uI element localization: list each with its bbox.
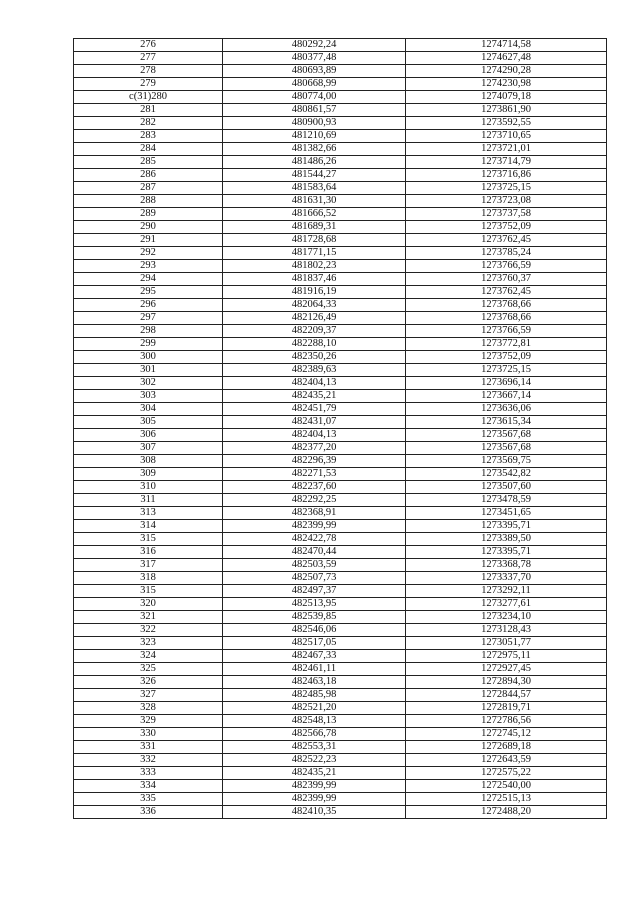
y-coordinate-cell: 1274627,48	[406, 52, 607, 65]
table-row	[74, 481, 607, 494]
point-number-cell: 282	[74, 117, 223, 130]
x-coordinate-cell: 482503,59	[223, 559, 406, 572]
table-row	[74, 559, 607, 572]
x-coordinate-cell: 482548,13	[223, 715, 406, 728]
table-row	[74, 130, 607, 143]
table-row	[74, 442, 607, 455]
point-number-cell: 314	[74, 520, 223, 533]
table-row	[74, 52, 607, 65]
x-coordinate-cell: 482485,98	[223, 689, 406, 702]
point-number-cell: 296	[74, 299, 223, 312]
x-coordinate-cell: 482399,99	[223, 780, 406, 793]
table-row	[74, 741, 607, 754]
table-row	[74, 468, 607, 481]
y-coordinate-cell: 1273737,58	[406, 208, 607, 221]
table-row	[74, 377, 607, 390]
table-row	[74, 611, 607, 624]
point-number-cell: 292	[74, 247, 223, 260]
x-coordinate-cell: 481583,64	[223, 182, 406, 195]
y-coordinate-cell: 1272745,12	[406, 728, 607, 741]
y-coordinate-cell: 1272643,59	[406, 754, 607, 767]
table-row	[74, 663, 607, 676]
y-coordinate-cell: 1273337,70	[406, 572, 607, 585]
table-row	[74, 676, 607, 689]
x-coordinate-cell: 482539,85	[223, 611, 406, 624]
y-coordinate-cell: 1273507,60	[406, 481, 607, 494]
y-coordinate-cell: 1273714,79	[406, 156, 607, 169]
table-row	[74, 494, 607, 507]
x-coordinate-cell: 482399,99	[223, 520, 406, 533]
x-coordinate-cell: 482288,10	[223, 338, 406, 351]
table-row	[74, 806, 607, 819]
point-number-cell: 298	[74, 325, 223, 338]
y-coordinate-cell: 1274290,28	[406, 65, 607, 78]
y-coordinate-cell: 1273292,11	[406, 585, 607, 598]
x-coordinate-cell: 482350,26	[223, 351, 406, 364]
point-number-cell: c(31)280	[74, 91, 223, 104]
x-coordinate-cell: 480900,93	[223, 117, 406, 130]
table-row	[74, 767, 607, 780]
table-row	[74, 585, 607, 598]
table-row	[74, 208, 607, 221]
point-number-cell: 321	[74, 611, 223, 624]
y-coordinate-cell: 1273567,68	[406, 442, 607, 455]
x-coordinate-cell: 482553,31	[223, 741, 406, 754]
table-row	[74, 156, 607, 169]
point-number-cell: 317	[74, 559, 223, 572]
table-row	[74, 312, 607, 325]
y-coordinate-cell: 1273567,68	[406, 429, 607, 442]
x-coordinate-cell: 480668,99	[223, 78, 406, 91]
coordinates-table-body	[74, 39, 607, 819]
point-number-cell: 322	[74, 624, 223, 637]
x-coordinate-cell: 481802,23	[223, 260, 406, 273]
point-number-cell: 325	[74, 663, 223, 676]
x-coordinate-cell: 482410,35	[223, 806, 406, 819]
table-row	[74, 533, 607, 546]
y-coordinate-cell: 1273592,55	[406, 117, 607, 130]
y-coordinate-cell: 1273861,90	[406, 104, 607, 117]
x-coordinate-cell: 482513,95	[223, 598, 406, 611]
y-coordinate-cell: 1273368,78	[406, 559, 607, 572]
table-row	[74, 338, 607, 351]
point-number-cell: 277	[74, 52, 223, 65]
x-coordinate-cell: 482451,79	[223, 403, 406, 416]
table-row	[74, 39, 607, 52]
x-coordinate-cell: 482209,37	[223, 325, 406, 338]
point-number-cell: 330	[74, 728, 223, 741]
y-coordinate-cell: 1273451,65	[406, 507, 607, 520]
point-number-cell: 286	[74, 169, 223, 182]
table-row	[74, 104, 607, 117]
table-row	[74, 351, 607, 364]
point-number-cell: 294	[74, 273, 223, 286]
y-coordinate-cell: 1272819,71	[406, 702, 607, 715]
x-coordinate-cell: 482399,99	[223, 793, 406, 806]
table-row	[74, 169, 607, 182]
y-coordinate-cell: 1272689,18	[406, 741, 607, 754]
table-row	[74, 390, 607, 403]
y-coordinate-cell: 1273723,08	[406, 195, 607, 208]
table-row	[74, 624, 607, 637]
y-coordinate-cell: 1273478,59	[406, 494, 607, 507]
y-coordinate-cell: 1273277,61	[406, 598, 607, 611]
table-row	[74, 689, 607, 702]
y-coordinate-cell: 1273766,59	[406, 260, 607, 273]
x-coordinate-cell: 482237,60	[223, 481, 406, 494]
y-coordinate-cell: 1273667,14	[406, 390, 607, 403]
table-row	[74, 273, 607, 286]
x-coordinate-cell: 482389,63	[223, 364, 406, 377]
x-coordinate-cell: 482431,07	[223, 416, 406, 429]
y-coordinate-cell: 1274714,58	[406, 39, 607, 52]
x-coordinate-cell: 480377,48	[223, 52, 406, 65]
point-number-cell: 335	[74, 793, 223, 806]
y-coordinate-cell: 1273716,86	[406, 169, 607, 182]
y-coordinate-cell: 1272488,20	[406, 806, 607, 819]
x-coordinate-cell: 481689,31	[223, 221, 406, 234]
x-coordinate-cell: 481771,15	[223, 247, 406, 260]
y-coordinate-cell: 1273128,43	[406, 624, 607, 637]
y-coordinate-cell: 1273542,82	[406, 468, 607, 481]
y-coordinate-cell: 1273389,50	[406, 533, 607, 546]
point-number-cell: 331	[74, 741, 223, 754]
x-coordinate-cell: 481544,27	[223, 169, 406, 182]
point-number-cell: 323	[74, 637, 223, 650]
point-number-cell: 302	[74, 377, 223, 390]
table-row	[74, 754, 607, 767]
point-number-cell: 310	[74, 481, 223, 494]
point-number-cell: 299	[74, 338, 223, 351]
table-row	[74, 637, 607, 650]
x-coordinate-cell: 482435,21	[223, 767, 406, 780]
table-row	[74, 143, 607, 156]
x-coordinate-cell: 482271,53	[223, 468, 406, 481]
coordinates-table	[73, 38, 607, 819]
point-number-cell: 281	[74, 104, 223, 117]
x-coordinate-cell: 481837,46	[223, 273, 406, 286]
point-number-cell: 327	[74, 689, 223, 702]
x-coordinate-cell: 482461,11	[223, 663, 406, 676]
table-row	[74, 507, 607, 520]
x-coordinate-cell: 481631,30	[223, 195, 406, 208]
point-number-cell: 308	[74, 455, 223, 468]
table-row	[74, 546, 607, 559]
x-coordinate-cell: 482517,05	[223, 637, 406, 650]
point-number-cell: 333	[74, 767, 223, 780]
x-coordinate-cell: 481916,19	[223, 286, 406, 299]
y-coordinate-cell: 1273234,10	[406, 611, 607, 624]
point-number-cell: 290	[74, 221, 223, 234]
point-number-cell: 332	[74, 754, 223, 767]
table-row	[74, 260, 607, 273]
y-coordinate-cell: 1273395,71	[406, 520, 607, 533]
table-row	[74, 403, 607, 416]
table-row	[74, 455, 607, 468]
y-coordinate-cell: 1273710,65	[406, 130, 607, 143]
point-number-cell: 289	[74, 208, 223, 221]
y-coordinate-cell: 1273762,45	[406, 234, 607, 247]
point-number-cell: 334	[74, 780, 223, 793]
point-number-cell: 295	[74, 286, 223, 299]
point-number-cell: 284	[74, 143, 223, 156]
table-row	[74, 247, 607, 260]
point-number-cell: 328	[74, 702, 223, 715]
y-coordinate-cell: 1273772,81	[406, 338, 607, 351]
point-number-cell: 311	[74, 494, 223, 507]
table-row	[74, 117, 607, 130]
x-coordinate-cell: 482546,06	[223, 624, 406, 637]
table-row	[74, 65, 607, 78]
x-coordinate-cell: 482566,78	[223, 728, 406, 741]
x-coordinate-cell: 482507,73	[223, 572, 406, 585]
y-coordinate-cell: 1273752,09	[406, 351, 607, 364]
x-coordinate-cell: 480693,89	[223, 65, 406, 78]
table-row	[74, 416, 607, 429]
y-coordinate-cell: 1272975,11	[406, 650, 607, 663]
table-row	[74, 715, 607, 728]
x-coordinate-cell: 482368,91	[223, 507, 406, 520]
x-coordinate-cell: 481486,26	[223, 156, 406, 169]
x-coordinate-cell: 480774,00	[223, 91, 406, 104]
x-coordinate-cell: 480292,24	[223, 39, 406, 52]
y-coordinate-cell: 1273760,37	[406, 273, 607, 286]
x-coordinate-cell: 482404,13	[223, 377, 406, 390]
x-coordinate-cell: 482497,37	[223, 585, 406, 598]
table-row	[74, 364, 607, 377]
y-coordinate-cell: 1273636,06	[406, 403, 607, 416]
y-coordinate-cell: 1272844,57	[406, 689, 607, 702]
point-number-cell: 305	[74, 416, 223, 429]
x-coordinate-cell: 482522,23	[223, 754, 406, 767]
point-number-cell: 285	[74, 156, 223, 169]
table-row	[74, 286, 607, 299]
point-number-cell: 320	[74, 598, 223, 611]
x-coordinate-cell: 482463,18	[223, 676, 406, 689]
table-row	[74, 598, 607, 611]
point-number-cell: 324	[74, 650, 223, 663]
y-coordinate-cell: 1273725,15	[406, 364, 607, 377]
point-number-cell: 287	[74, 182, 223, 195]
point-number-cell: 283	[74, 130, 223, 143]
x-coordinate-cell: 480861,57	[223, 104, 406, 117]
table-row	[74, 780, 607, 793]
x-coordinate-cell: 482435,21	[223, 390, 406, 403]
y-coordinate-cell: 1273752,09	[406, 221, 607, 234]
table-row	[74, 325, 607, 338]
point-number-cell: 291	[74, 234, 223, 247]
y-coordinate-cell: 1274230,98	[406, 78, 607, 91]
point-number-cell: 304	[74, 403, 223, 416]
point-number-cell: 306	[74, 429, 223, 442]
table-row	[74, 793, 607, 806]
y-coordinate-cell: 1273395,71	[406, 546, 607, 559]
x-coordinate-cell: 481666,52	[223, 208, 406, 221]
y-coordinate-cell: 1272515,13	[406, 793, 607, 806]
x-coordinate-cell: 481728,68	[223, 234, 406, 247]
y-coordinate-cell: 1273725,15	[406, 182, 607, 195]
table-row	[74, 195, 607, 208]
point-number-cell: 316	[74, 546, 223, 559]
x-coordinate-cell: 481210,69	[223, 130, 406, 143]
point-number-cell: 307	[74, 442, 223, 455]
point-number-cell: 315	[74, 585, 223, 598]
y-coordinate-cell: 1273721,01	[406, 143, 607, 156]
point-number-cell: 309	[74, 468, 223, 481]
point-number-cell: 300	[74, 351, 223, 364]
y-coordinate-cell: 1272575,22	[406, 767, 607, 780]
point-number-cell: 279	[74, 78, 223, 91]
x-coordinate-cell: 482064,33	[223, 299, 406, 312]
table-row	[74, 520, 607, 533]
y-coordinate-cell: 1272540,00	[406, 780, 607, 793]
table-row	[74, 91, 607, 104]
y-coordinate-cell: 1272927,45	[406, 663, 607, 676]
y-coordinate-cell: 1273051,77	[406, 637, 607, 650]
y-coordinate-cell: 1273768,66	[406, 312, 607, 325]
point-number-cell: 336	[74, 806, 223, 819]
x-coordinate-cell: 482292,25	[223, 494, 406, 507]
table-row	[74, 728, 607, 741]
y-coordinate-cell: 1274079,18	[406, 91, 607, 104]
table-row	[74, 78, 607, 91]
table-row	[74, 572, 607, 585]
y-coordinate-cell: 1273762,45	[406, 286, 607, 299]
y-coordinate-cell: 1273569,75	[406, 455, 607, 468]
x-coordinate-cell: 482521,20	[223, 702, 406, 715]
x-coordinate-cell: 482470,44	[223, 546, 406, 559]
x-coordinate-cell: 482404,13	[223, 429, 406, 442]
y-coordinate-cell: 1273768,66	[406, 299, 607, 312]
table-row	[74, 650, 607, 663]
point-number-cell: 313	[74, 507, 223, 520]
point-number-cell: 301	[74, 364, 223, 377]
point-number-cell: 276	[74, 39, 223, 52]
x-coordinate-cell: 482422,78	[223, 533, 406, 546]
point-number-cell: 278	[74, 65, 223, 78]
point-number-cell: 318	[74, 572, 223, 585]
x-coordinate-cell: 482377,20	[223, 442, 406, 455]
x-coordinate-cell: 481382,66	[223, 143, 406, 156]
x-coordinate-cell: 482126,49	[223, 312, 406, 325]
table-row	[74, 299, 607, 312]
point-number-cell: 293	[74, 260, 223, 273]
table-row	[74, 221, 607, 234]
point-number-cell: 288	[74, 195, 223, 208]
table-row	[74, 702, 607, 715]
table-row	[74, 182, 607, 195]
y-coordinate-cell: 1272894,30	[406, 676, 607, 689]
point-number-cell: 303	[74, 390, 223, 403]
x-coordinate-cell: 482296,39	[223, 455, 406, 468]
point-number-cell: 329	[74, 715, 223, 728]
table-row	[74, 429, 607, 442]
y-coordinate-cell: 1273785,24	[406, 247, 607, 260]
y-coordinate-cell: 1273696,14	[406, 377, 607, 390]
table-row	[74, 234, 607, 247]
point-number-cell: 315	[74, 533, 223, 546]
y-coordinate-cell: 1273615,34	[406, 416, 607, 429]
point-number-cell: 326	[74, 676, 223, 689]
y-coordinate-cell: 1273766,59	[406, 325, 607, 338]
x-coordinate-cell: 482467,33	[223, 650, 406, 663]
y-coordinate-cell: 1272786,56	[406, 715, 607, 728]
point-number-cell: 297	[74, 312, 223, 325]
